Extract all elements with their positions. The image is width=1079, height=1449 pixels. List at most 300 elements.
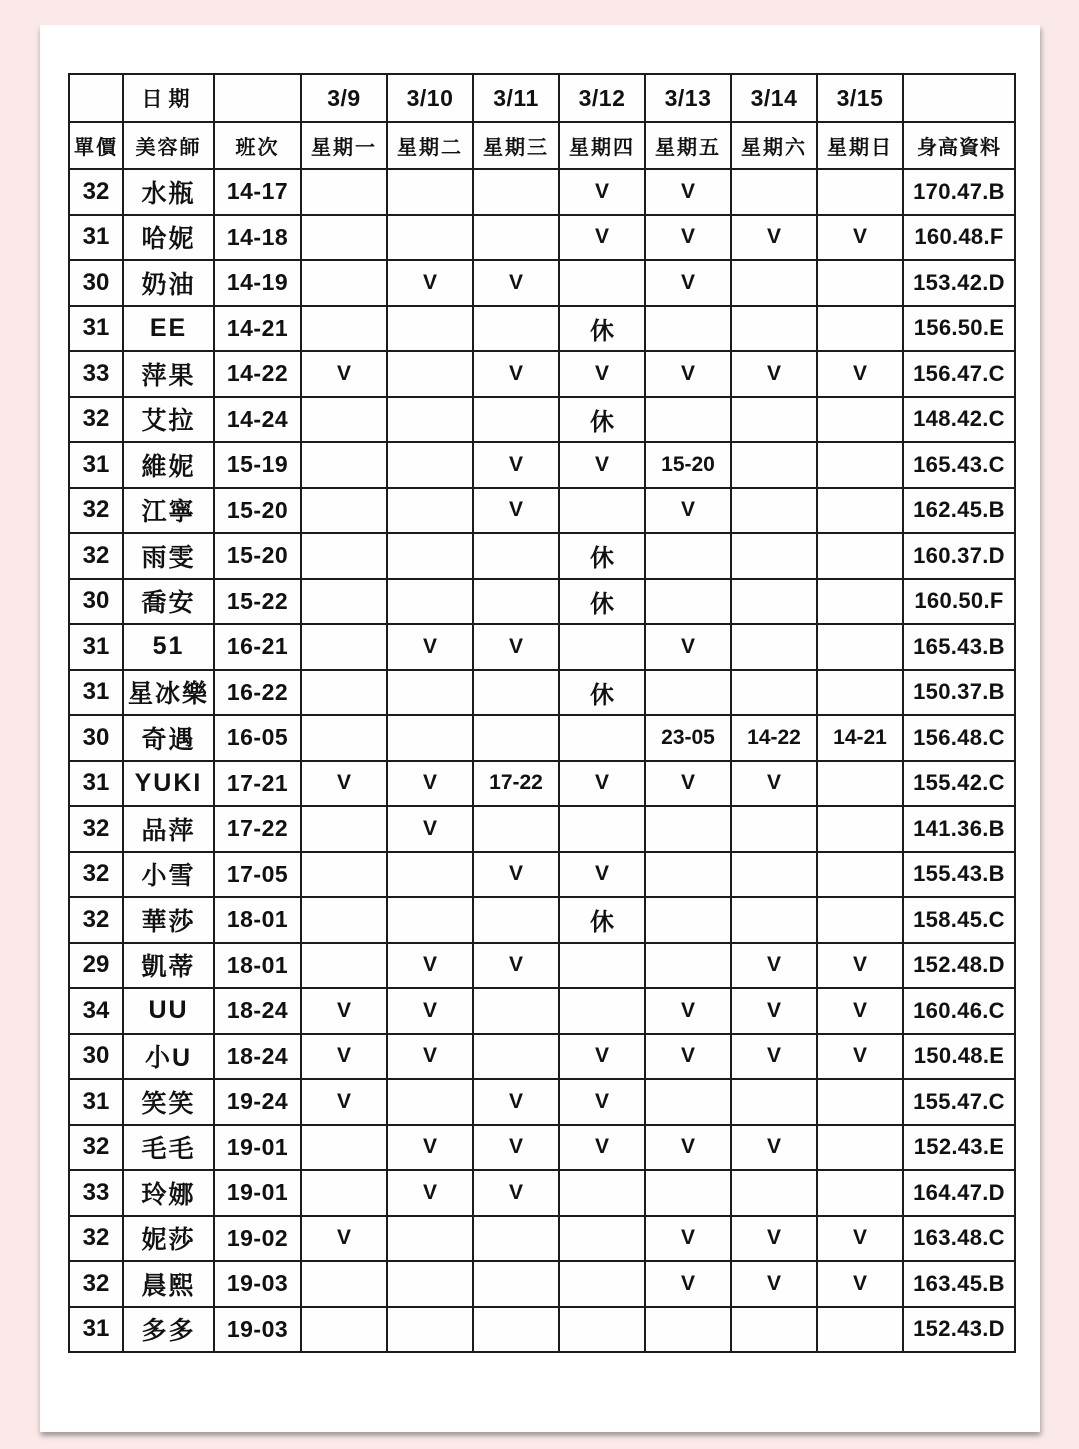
- scheduled-day-cell: V: [817, 1034, 903, 1080]
- empty-day-cell: [473, 897, 559, 943]
- empty-day-cell: [817, 1079, 903, 1125]
- price-cell: 31: [69, 761, 123, 807]
- scheduled-day-cell: V: [645, 1034, 731, 1080]
- beautician-name-cell: 哈妮: [123, 215, 214, 261]
- scheduled-day-cell: V: [473, 442, 559, 488]
- height-data-cell: 160.46.C: [903, 988, 1015, 1034]
- scheduled-day-cell: V: [387, 1125, 473, 1171]
- empty-day-cell: [645, 397, 731, 443]
- shift-cell: 14-18: [214, 215, 301, 261]
- scheduled-day-cell: V: [817, 988, 903, 1034]
- price-cell: 30: [69, 1034, 123, 1080]
- rest-day-cell: 休: [559, 397, 645, 443]
- empty-day-cell: [645, 852, 731, 898]
- weekday-cell: 星期一: [301, 122, 387, 169]
- empty-day-cell: [645, 897, 731, 943]
- empty-day-cell: [731, 897, 817, 943]
- shift-cell: 19-01: [214, 1125, 301, 1171]
- shift-cell: 14-17: [214, 169, 301, 215]
- date-cell: 3/12: [559, 74, 645, 122]
- scheduled-day-cell: V: [817, 943, 903, 989]
- date-cell: 3/10: [387, 74, 473, 122]
- price-cell: 30: [69, 579, 123, 625]
- shift-cell: 19-01: [214, 1170, 301, 1216]
- empty-day-cell: [387, 169, 473, 215]
- beautician-name-cell: YUKI: [123, 761, 214, 807]
- height-data-cell: 152.48.D: [903, 943, 1015, 989]
- scheduled-day-cell: V: [731, 1034, 817, 1080]
- date-cell: 3/9: [301, 74, 387, 122]
- beautician-name-cell: 萍果: [123, 351, 214, 397]
- table-row: [69, 579, 1015, 625]
- scheduled-day-cell: V: [301, 351, 387, 397]
- scheduled-day-cell: V: [817, 215, 903, 261]
- empty-day-cell: [731, 670, 817, 716]
- date-cell: 3/15: [817, 74, 903, 122]
- empty-day-cell: [645, 806, 731, 852]
- shift-cell: 15-20: [214, 488, 301, 534]
- scheduled-day-cell: V: [301, 761, 387, 807]
- empty-day-cell: [473, 1216, 559, 1262]
- scheduled-day-cell: V: [387, 806, 473, 852]
- empty-day-cell: [301, 715, 387, 761]
- schedule-table-body: [69, 74, 1015, 1352]
- table-row: [69, 351, 1015, 397]
- empty-day-cell: [817, 442, 903, 488]
- beautician-name-cell: 毛毛: [123, 1125, 214, 1171]
- shift-cell: 19-03: [214, 1261, 301, 1307]
- table-row: [69, 533, 1015, 579]
- weekday-cell: 星期日: [817, 122, 903, 169]
- empty-day-cell: [387, 1261, 473, 1307]
- scheduled-day-cell: V: [645, 169, 731, 215]
- shift-cell: 17-21: [214, 761, 301, 807]
- empty-day-cell: [817, 579, 903, 625]
- height-data-cell: 163.45.B: [903, 1261, 1015, 1307]
- scheduled-day-cell: V: [559, 761, 645, 807]
- scheduled-day-cell: V: [731, 1216, 817, 1262]
- price-cell: 34: [69, 988, 123, 1034]
- height-data-cell: 160.50.F: [903, 579, 1015, 625]
- empty-day-cell: [645, 670, 731, 716]
- empty-day-cell: [301, 533, 387, 579]
- table-row: [69, 670, 1015, 716]
- shift-cell: 18-24: [214, 988, 301, 1034]
- empty-day-cell: [473, 1034, 559, 1080]
- height-data-cell: 160.48.F: [903, 215, 1015, 261]
- empty-day-cell: [473, 670, 559, 716]
- empty-day-cell: [301, 670, 387, 716]
- schedule-sheet: [40, 25, 1040, 1432]
- scheduled-day-cell: V: [473, 1079, 559, 1125]
- price-cell: 32: [69, 806, 123, 852]
- empty-day-cell: [387, 488, 473, 534]
- empty-day-cell: [817, 670, 903, 716]
- scheduled-day-cell: V: [387, 988, 473, 1034]
- table-row: [69, 1261, 1015, 1307]
- empty-day-cell: [387, 442, 473, 488]
- empty-day-cell: [731, 624, 817, 670]
- price-cell: 31: [69, 215, 123, 261]
- empty-day-cell: [817, 1307, 903, 1353]
- empty-day-cell: [559, 806, 645, 852]
- beautician-name-cell: 江寧: [123, 488, 214, 534]
- price-cell: 31: [69, 306, 123, 352]
- empty-day-cell: [473, 579, 559, 625]
- weekday-cell: 星期三: [473, 122, 559, 169]
- shift-cell: 16-22: [214, 670, 301, 716]
- date-cell: 3/14: [731, 74, 817, 122]
- price-cell: 32: [69, 897, 123, 943]
- scheduled-day-cell: V: [301, 988, 387, 1034]
- empty-day-cell: [559, 260, 645, 306]
- empty-day-cell: [387, 351, 473, 397]
- height-data-cell: 156.47.C: [903, 351, 1015, 397]
- scheduled-day-cell: V: [559, 442, 645, 488]
- empty-day-cell: [559, 1170, 645, 1216]
- table-row: [69, 1079, 1015, 1125]
- scheduled-day-cell: 14-22: [731, 715, 817, 761]
- empty-day-cell: [387, 533, 473, 579]
- table-row: [69, 397, 1015, 443]
- empty-day-cell: [387, 897, 473, 943]
- height-data-cell: 160.37.D: [903, 533, 1015, 579]
- scheduled-day-cell: V: [559, 1034, 645, 1080]
- empty-day-cell: [301, 1125, 387, 1171]
- scheduled-day-cell: V: [645, 260, 731, 306]
- table-row: [69, 715, 1015, 761]
- price-cell: 32: [69, 1125, 123, 1171]
- shift-header-cell: 班次: [214, 122, 301, 169]
- empty-day-cell: [645, 1170, 731, 1216]
- height-data-cell: 150.37.B: [903, 670, 1015, 716]
- empty-day-cell: [301, 1307, 387, 1353]
- beautician-name-cell: 晨熙: [123, 1261, 214, 1307]
- scheduled-day-cell: V: [473, 351, 559, 397]
- scheduled-day-cell: V: [731, 1261, 817, 1307]
- shift-cell: 17-05: [214, 852, 301, 898]
- table-row: [69, 1170, 1015, 1216]
- shift-cell: 17-22: [214, 806, 301, 852]
- empty-day-cell: [645, 306, 731, 352]
- empty-day-cell: [301, 943, 387, 989]
- date-cell: 3/13: [645, 74, 731, 122]
- scheduled-day-cell: V: [473, 852, 559, 898]
- empty-day-cell: [301, 852, 387, 898]
- price-cell: 32: [69, 397, 123, 443]
- scheduled-day-cell: V: [387, 260, 473, 306]
- column-header-row: [69, 122, 1015, 169]
- scheduled-day-cell: V: [817, 1261, 903, 1307]
- height-data-cell: 156.48.C: [903, 715, 1015, 761]
- price-cell: 32: [69, 488, 123, 534]
- scheduled-day-cell: V: [645, 1261, 731, 1307]
- table-row: [69, 897, 1015, 943]
- scheduled-day-cell: V: [731, 1125, 817, 1171]
- empty-day-cell: [645, 533, 731, 579]
- height-data-cell: 165.43.C: [903, 442, 1015, 488]
- empty-day-cell: [387, 852, 473, 898]
- scheduled-day-cell: V: [559, 852, 645, 898]
- empty-day-cell: [817, 1170, 903, 1216]
- rest-day-cell: 休: [559, 670, 645, 716]
- scheduled-day-cell: V: [645, 1125, 731, 1171]
- price-cell: 31: [69, 624, 123, 670]
- shift-cell: 14-24: [214, 397, 301, 443]
- beautician-name-cell: 多多: [123, 1307, 214, 1353]
- empty-day-cell: [301, 442, 387, 488]
- empty-day-cell: [645, 1307, 731, 1353]
- empty-day-cell: [731, 579, 817, 625]
- height-data-cell: 152.43.D: [903, 1307, 1015, 1353]
- empty-day-cell: [301, 306, 387, 352]
- scheduled-day-cell: V: [387, 624, 473, 670]
- empty-day-cell: [731, 260, 817, 306]
- scheduled-day-cell: V: [559, 1079, 645, 1125]
- scheduled-day-cell: V: [731, 943, 817, 989]
- rest-day-cell: 休: [559, 897, 645, 943]
- empty-day-cell: [559, 1216, 645, 1262]
- price-cell: 31: [69, 1079, 123, 1125]
- empty-day-cell: [817, 806, 903, 852]
- scheduled-day-cell: V: [817, 1216, 903, 1262]
- shift-cell: 19-02: [214, 1216, 301, 1262]
- scheduled-day-cell: V: [473, 943, 559, 989]
- height-data-cell: 155.42.C: [903, 761, 1015, 807]
- scheduled-day-cell: V: [817, 351, 903, 397]
- table-row: [69, 442, 1015, 488]
- scheduled-day-cell: V: [473, 1170, 559, 1216]
- empty-day-cell: [731, 397, 817, 443]
- shift-cell: 14-21: [214, 306, 301, 352]
- beautician-name-cell: 玲娜: [123, 1170, 214, 1216]
- empty-day-cell: [817, 397, 903, 443]
- empty-day-cell: [731, 1079, 817, 1125]
- price-cell: 31: [69, 1307, 123, 1353]
- beautician-name-cell: 華莎: [123, 897, 214, 943]
- table-row: [69, 761, 1015, 807]
- height-data-cell: 165.43.B: [903, 624, 1015, 670]
- empty-day-cell: [473, 715, 559, 761]
- scheduled-day-cell: V: [559, 351, 645, 397]
- date-label-cell: 日期: [123, 74, 214, 122]
- shift-cell: 18-24: [214, 1034, 301, 1080]
- scheduled-day-cell: V: [301, 1034, 387, 1080]
- beautician-name-cell: 維妮: [123, 442, 214, 488]
- scheduled-day-cell: V: [559, 215, 645, 261]
- table-row: [69, 488, 1015, 534]
- beautician-name-cell: 妮莎: [123, 1216, 214, 1262]
- shift-cell: 16-21: [214, 624, 301, 670]
- corner-cell: [69, 74, 123, 122]
- scheduled-day-cell: V: [473, 488, 559, 534]
- empty-day-cell: [387, 1079, 473, 1125]
- empty-day-cell: [731, 852, 817, 898]
- empty-day-cell: [301, 397, 387, 443]
- date-cell: 3/11: [473, 74, 559, 122]
- empty-day-cell: [645, 1079, 731, 1125]
- empty-day-cell: [731, 1307, 817, 1353]
- height-data-cell: 156.50.E: [903, 306, 1015, 352]
- table-row: [69, 624, 1015, 670]
- beautician-name-cell: 凱蒂: [123, 943, 214, 989]
- table-row: [69, 943, 1015, 989]
- empty-day-cell: [473, 169, 559, 215]
- empty-day-cell: [301, 806, 387, 852]
- empty-day-cell: [473, 1261, 559, 1307]
- scheduled-day-cell: V: [645, 624, 731, 670]
- height-data-cell: 152.43.E: [903, 1125, 1015, 1171]
- scheduled-day-cell: 23-05: [645, 715, 731, 761]
- scheduled-day-cell: V: [301, 1216, 387, 1262]
- empty-day-cell: [387, 1307, 473, 1353]
- price-cell: 32: [69, 1216, 123, 1262]
- empty-day-cell: [731, 442, 817, 488]
- table-row: [69, 1034, 1015, 1080]
- empty-day-cell: [559, 943, 645, 989]
- table-row: [69, 306, 1015, 352]
- blank-cell: [214, 74, 301, 122]
- rest-day-cell: 休: [559, 579, 645, 625]
- empty-day-cell: [473, 806, 559, 852]
- price-cell: 32: [69, 533, 123, 579]
- beautician-name-cell: 雨雯: [123, 533, 214, 579]
- empty-day-cell: [559, 988, 645, 1034]
- empty-day-cell: [817, 852, 903, 898]
- scheduled-day-cell: V: [301, 1079, 387, 1125]
- weekday-cell: 星期六: [731, 122, 817, 169]
- shift-cell: 14-19: [214, 260, 301, 306]
- beautician-name-cell: 喬安: [123, 579, 214, 625]
- table-row: [69, 806, 1015, 852]
- scheduled-day-cell: V: [645, 488, 731, 534]
- height-data-cell: 170.47.B: [903, 169, 1015, 215]
- weekday-cell: 星期四: [559, 122, 645, 169]
- height-data-cell: 155.43.B: [903, 852, 1015, 898]
- empty-day-cell: [559, 715, 645, 761]
- beautician-name-cell: 奇遇: [123, 715, 214, 761]
- rest-day-cell: 休: [559, 533, 645, 579]
- empty-day-cell: [731, 806, 817, 852]
- empty-day-cell: [817, 306, 903, 352]
- empty-day-cell: [817, 1125, 903, 1171]
- beautician-name-cell: 品萍: [123, 806, 214, 852]
- shift-cell: 16-05: [214, 715, 301, 761]
- table-row: [69, 988, 1015, 1034]
- empty-day-cell: [645, 579, 731, 625]
- table-row: [69, 852, 1015, 898]
- empty-day-cell: [301, 169, 387, 215]
- table-row: [69, 1307, 1015, 1353]
- scheduled-day-cell: V: [731, 988, 817, 1034]
- empty-day-cell: [645, 943, 731, 989]
- beautician-name-cell: 小U: [123, 1034, 214, 1080]
- scheduled-day-cell: V: [387, 1170, 473, 1216]
- price-cell: 29: [69, 943, 123, 989]
- weekday-cell: 星期二: [387, 122, 473, 169]
- price-cell: 32: [69, 1261, 123, 1307]
- beautician-name-cell: 奶油: [123, 260, 214, 306]
- empty-day-cell: [301, 260, 387, 306]
- empty-day-cell: [473, 533, 559, 579]
- empty-day-cell: [387, 215, 473, 261]
- scheduled-day-cell: V: [731, 351, 817, 397]
- beautician-name-cell: 艾拉: [123, 397, 214, 443]
- beautician-header-cell: 美容師: [123, 122, 214, 169]
- scheduled-day-cell: V: [473, 260, 559, 306]
- height-data-cell: 150.48.E: [903, 1034, 1015, 1080]
- empty-day-cell: [301, 579, 387, 625]
- scheduled-day-cell: 17-22: [473, 761, 559, 807]
- scheduled-day-cell: 15-20: [645, 442, 731, 488]
- empty-day-cell: [559, 1307, 645, 1353]
- height-info-header-cell: 身高資料: [903, 122, 1015, 169]
- height-data-cell: 148.42.C: [903, 397, 1015, 443]
- shift-cell: 15-22: [214, 579, 301, 625]
- shift-cell: 15-20: [214, 533, 301, 579]
- empty-day-cell: [559, 624, 645, 670]
- beautician-name-cell: 星冰樂: [123, 670, 214, 716]
- empty-day-cell: [387, 1216, 473, 1262]
- schedule-table: [68, 73, 1016, 1353]
- empty-day-cell: [301, 624, 387, 670]
- scheduled-day-cell: V: [473, 1125, 559, 1171]
- price-header-cell: 單價: [69, 122, 123, 169]
- height-data-cell: 162.45.B: [903, 488, 1015, 534]
- scheduled-day-cell: V: [645, 988, 731, 1034]
- date-header-row: [69, 74, 1015, 122]
- price-cell: 33: [69, 1170, 123, 1216]
- empty-day-cell: [731, 1170, 817, 1216]
- empty-day-cell: [559, 488, 645, 534]
- shift-cell: 18-01: [214, 897, 301, 943]
- weekday-cell: 星期五: [645, 122, 731, 169]
- beautician-name-cell: 笑笑: [123, 1079, 214, 1125]
- empty-day-cell: [387, 306, 473, 352]
- empty-day-cell: [817, 897, 903, 943]
- scheduled-day-cell: V: [387, 943, 473, 989]
- scheduled-day-cell: V: [645, 761, 731, 807]
- table-row: [69, 260, 1015, 306]
- empty-day-cell: [387, 670, 473, 716]
- empty-day-cell: [817, 260, 903, 306]
- empty-day-cell: [817, 761, 903, 807]
- empty-day-cell: [301, 897, 387, 943]
- price-cell: 31: [69, 442, 123, 488]
- empty-day-cell: [387, 715, 473, 761]
- scheduled-day-cell: V: [387, 1034, 473, 1080]
- price-cell: 33: [69, 351, 123, 397]
- scheduled-day-cell: V: [387, 761, 473, 807]
- shift-cell: 19-03: [214, 1307, 301, 1353]
- scheduled-day-cell: V: [731, 761, 817, 807]
- beautician-name-cell: 51: [123, 624, 214, 670]
- scheduled-day-cell: V: [559, 1125, 645, 1171]
- empty-day-cell: [387, 579, 473, 625]
- price-cell: 32: [69, 169, 123, 215]
- empty-day-cell: [817, 533, 903, 579]
- scheduled-day-cell: V: [645, 351, 731, 397]
- price-cell: 32: [69, 852, 123, 898]
- shift-cell: 19-24: [214, 1079, 301, 1125]
- empty-day-cell: [731, 488, 817, 534]
- height-data-cell: 158.45.C: [903, 897, 1015, 943]
- empty-day-cell: [817, 624, 903, 670]
- empty-day-cell: [473, 988, 559, 1034]
- scheduled-day-cell: V: [645, 215, 731, 261]
- empty-day-cell: [559, 1261, 645, 1307]
- rest-day-cell: 休: [559, 306, 645, 352]
